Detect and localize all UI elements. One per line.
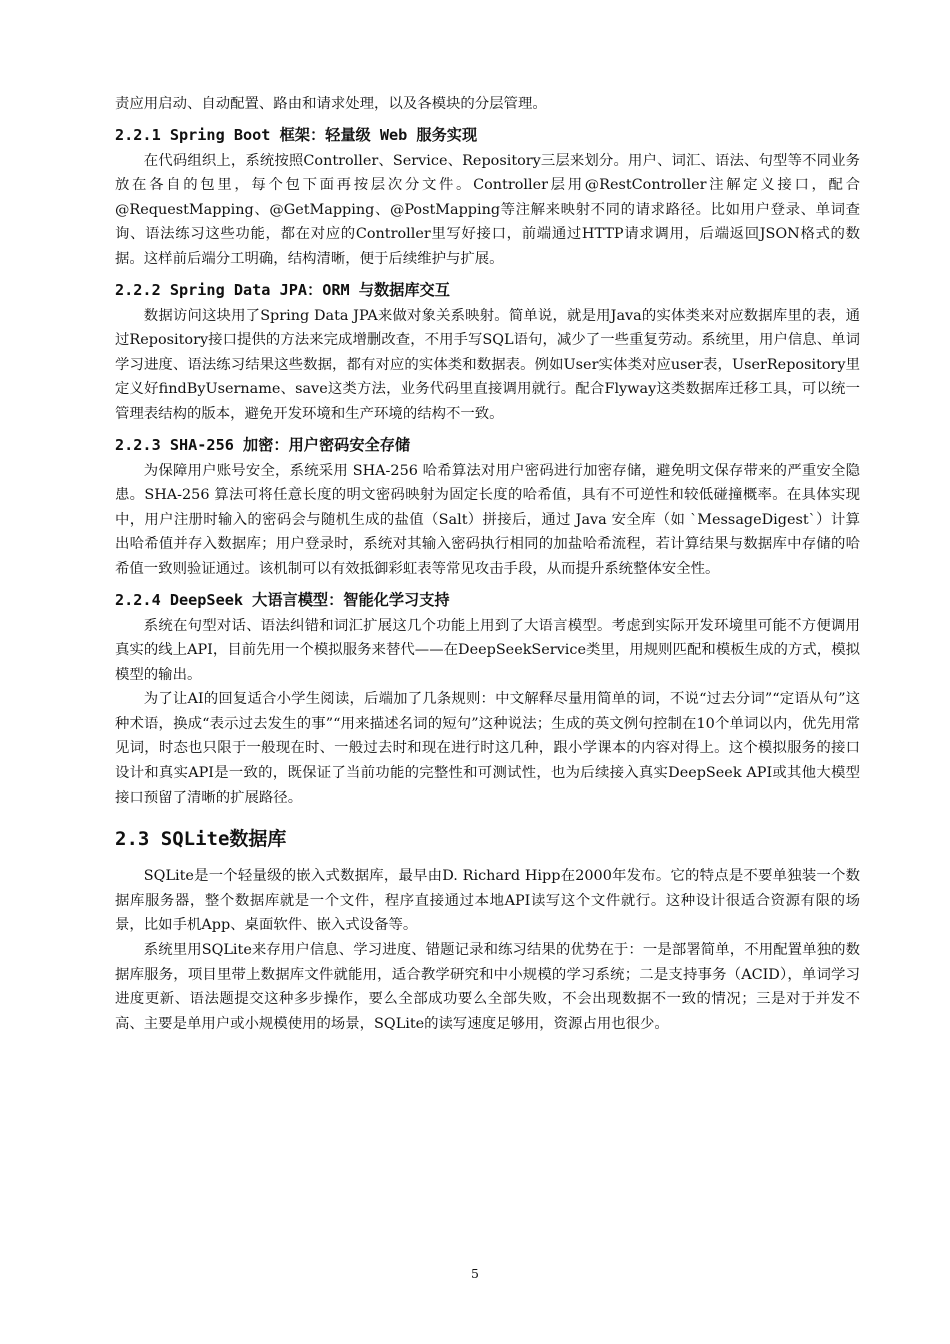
section-heading-2-2-2: 2.2.2 Spring Data JPA：ORM 与数据库交互 bbox=[115, 280, 450, 299]
paragraph-2-2-3: 为保障用户账号安全，系统采用 SHA-256 哈希算法对用户密码进行加密存储，避免明文保存带来的严重安全隐患。SHA-256 算法可将任意长度的明文密码映射为固定长度的哈希值，具有不可逆性和较低碰撞概率。在具体实现中，用户注册时输入的密码会与随机生成的盐值（Salt）拼接后，通过 Java 安全库（如 `MessageDigest`）计算出哈希值并存入数据库；用户登录时，系统对其输入密码执行相同的加盐哈希流程，若计算结果与数据库中存储的哈希值一致则验证通过。该机制可以有效抵御彩虹表等常见攻击手段，从而提升系统整体安全性。 bbox=[115, 462, 860, 577]
section-heading-2-2-4: 2.2.4 DeepSeek 大语言模型：智能化学习支持 bbox=[115, 590, 450, 609]
section-heading-2-3: 2.3 SQLite数据库 bbox=[115, 828, 287, 851]
paragraph-2-3-b: 系统里用SQLite来存用户信息、学习进度、错题记录和练习结果的优势在于：一是部署简单，不用配置单独的数据库服务，项目里带上数据库文件就能用，适合教学研究和中小规模的学习系统；二是支持事务（ACID），单词学习进度更新、语法题提交这种多步操作，要么全部成功要么全部失败，不会出现数据不一致的情况；三是对于并发不高、主要是单用户或小规模使用的场景，SQLite的读写速度足够用，资源占用也很少。 bbox=[115, 942, 860, 1032]
section-heading-2-2-3: 2.2.3 SHA-256 加密：用户密码安全存储 bbox=[115, 435, 411, 454]
page-number: 5 bbox=[471, 1266, 479, 1281]
paragraph-2-2-1: 在代码组织上，系统按照Controller、Service、Repository三层来划分。用户、词汇、语法、句型等不同业务放在各自的包里，每个包下面再按层次分文件。Controller层用@RestController注解定义接口，配合@RequestMapping、@GetMapping、@PostMapping等注解来映射不同的请求路径。比如用户登录、单词查询、语法练习这些功能，都在对应的Controller里写好接口，前端通过HTTP请求调用，后端返回JSON格式的数据。这样前后端分工明确，结构清晰，便于后续维护与扩展。 bbox=[115, 152, 860, 267]
paragraph-2-2-4-a: 系统在句型对话、语法纠错和词汇扩展这几个功能上用到了大语言模型。考虑到实际开发环境里可能不方便调用真实的线上API，目前先用一个模拟服务来替代——在DeepSeekService类里，用规则匹配和模板生成的方式，模拟模型的输出。 bbox=[115, 617, 860, 683]
intro-tail-paragraph: 责应用启动、自动配置、路由和请求处理，以及各模块的分层管理。 bbox=[115, 96, 547, 112]
paragraph-2-2-4-b: 为了让AI的回复适合小学生阅读，后端加了几条规则：中文解释尽量用简单的词，不说“过去分词”“定语从句”这种术语，换成“表示过去发生的事”“用来描述名词的短句”这种说法；生成的英文例句控制在10个单词以内，优先用常见词，时态也只限于一般现在时、一般过去时和现在进行时这几种，跟小学课本的内容对得上。这个模拟服务的接口设计和真实API是一致的，既保证了当前功能的完整性和可测试性，也为后续接入真实DeepSeek API或其他大模型接口预留了清晰的扩展路径。 bbox=[115, 691, 860, 806]
section-heading-2-2-1: 2.2.1 Spring Boot 框架：轻量级 Web 服务实现 bbox=[115, 125, 478, 144]
paragraph-2-3-a: SQLite是一个轻量级的嵌入式数据库，最早由D. Richard Hipp在2000年发布。它的特点是不要单独装一个数据库服务器，整个数据库就是一个文件，程序直接通过本地API读写这个文件就行。这种设计很适合资源有限的场景，比如手机App、桌面软件、嵌入式设备等。 bbox=[115, 868, 860, 934]
paragraph-2-2-2: 数据访问这块用了Spring Data JPA来做对象关系映射。简单说，就是用Java的实体类来对应数据库里的表，通过Repository接口提供的方法来完成增删改查，不用手写SQL语句，减少了一些重复劳动。系统里，用户信息、单词学习进度、语法练习结果这些数据，都有对应的实体类和数据表。例如User实体类对应user表，UserRepository里定义好findByUsername、save这类方法，业务代码里直接调用就行。配合Flyway这类数据库迁移工具，可以统一管理表结构的版本，避免开发环境和生产环境的结构不一致。 bbox=[115, 307, 860, 422]
document-body bbox=[115, 92, 860, 1036]
